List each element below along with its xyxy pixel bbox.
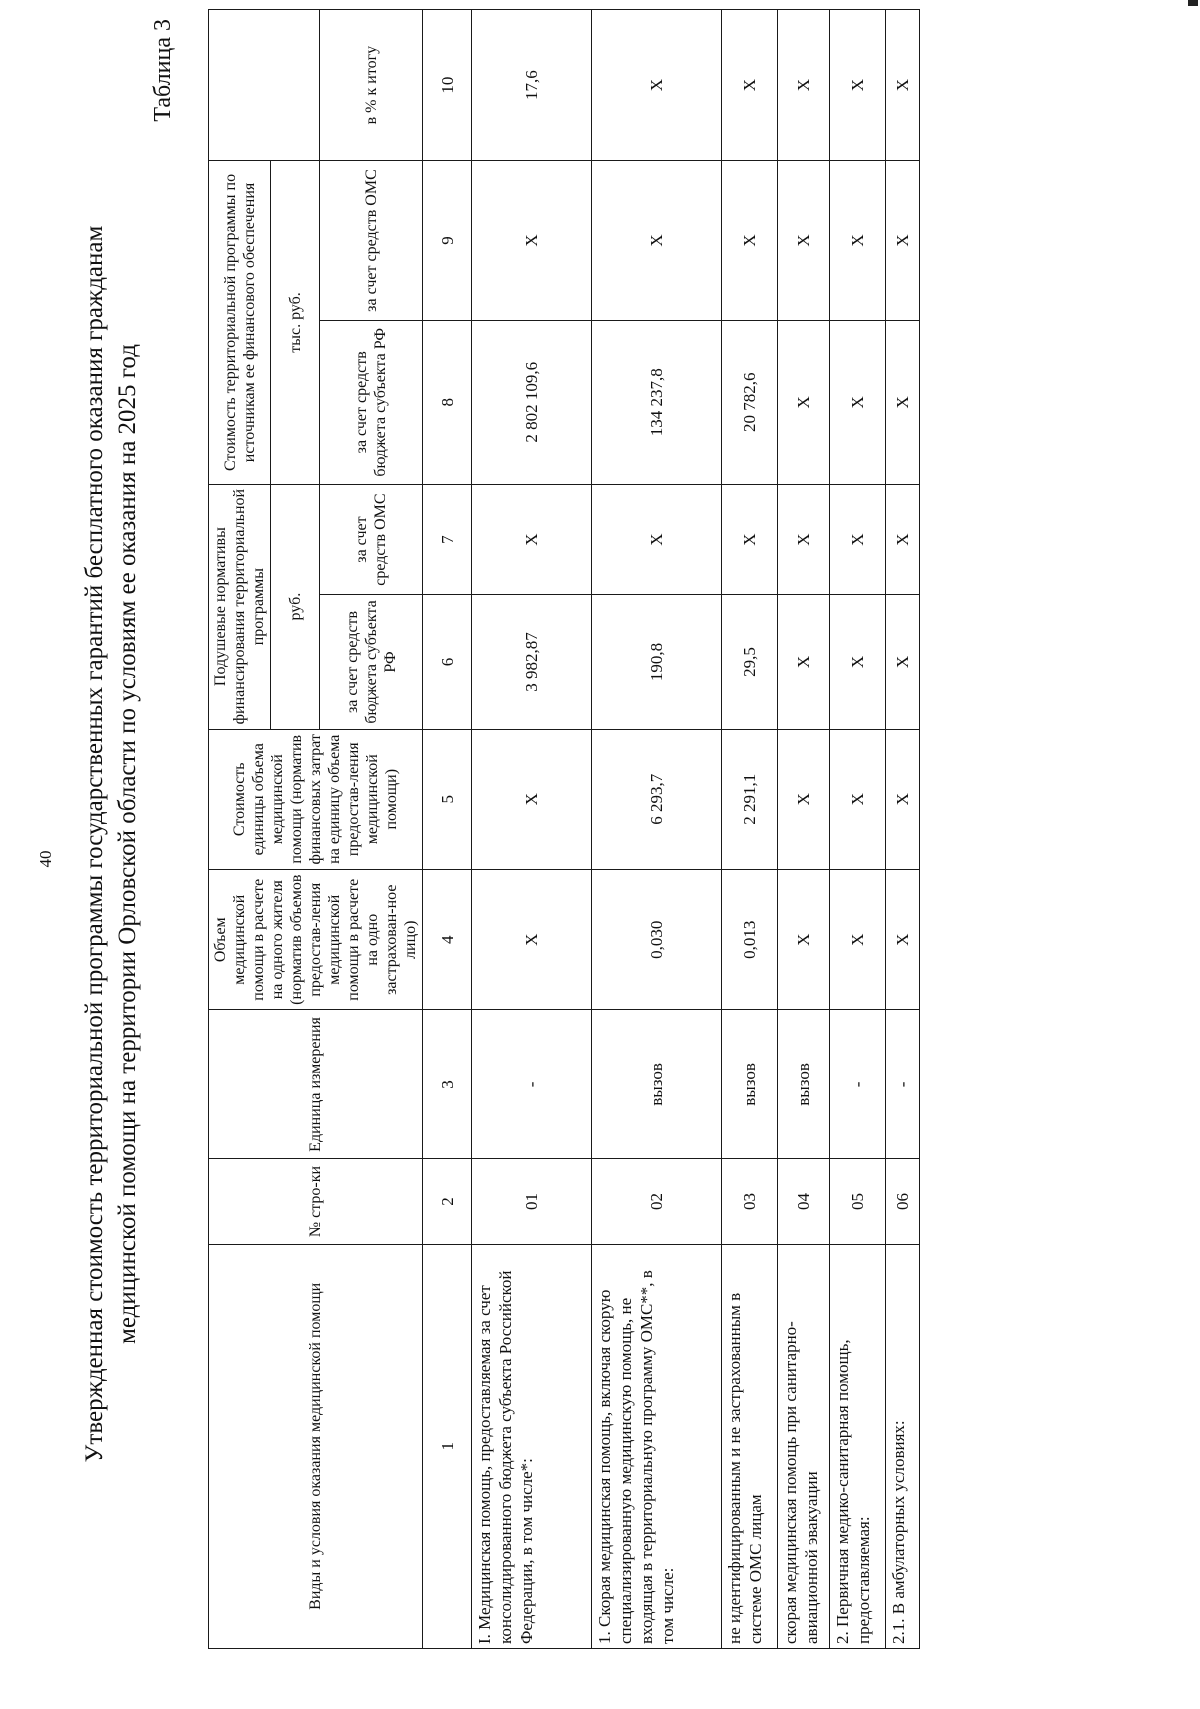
row-volume: X (830, 869, 886, 1009)
row-pc-budget: 3 982,87 (472, 595, 592, 729)
column-number: 3 (423, 1010, 472, 1159)
row-percent: X (592, 10, 722, 161)
row-name: 2.1. В амбулаторных условиях: (886, 1244, 920, 1648)
row-unit: - (472, 1010, 592, 1159)
page-number: 40 (36, 850, 55, 868)
row-unit: - (886, 1010, 920, 1159)
row-percent: X (722, 10, 778, 161)
header-percent: в % к итогу (320, 10, 423, 161)
column-number: 10 (423, 10, 472, 161)
row-line: 03 (722, 1159, 778, 1244)
row-pc-oms: X (830, 484, 886, 595)
row-volume: X (886, 869, 920, 1009)
table-caption: Таблица 3 (150, 19, 176, 122)
row-cost-oms: X (778, 161, 830, 321)
row-pc-oms: X (886, 484, 920, 595)
header-program-cost-group: Стоимость территориальной программы по источникам ее финансового обеспечения (209, 161, 271, 485)
row-pc-budget: X (886, 595, 920, 729)
header-row-1 (209, 10, 271, 1649)
table-row (592, 10, 722, 1649)
row-cost-budget: 2 802 109,6 (472, 320, 592, 484)
row-cost-budget: 134 237,8 (592, 320, 722, 484)
column-number: 8 (423, 320, 472, 484)
row-pc-budget: 190,8 (592, 595, 722, 729)
header-empty-percent-top (209, 10, 320, 161)
row-cost-oms: X (722, 161, 778, 321)
header-volume: Объем медицинской помощи в расчете на одного жителя (норматив объемов предостав-ления медицинской помощи в расчете на одно застрахован-ное лицо) (209, 869, 423, 1009)
row-unit: - (830, 1010, 886, 1159)
header-unit-thous-rub-visible: тыс. руб. (271, 161, 320, 485)
row-pc-oms: X (778, 484, 830, 595)
row-name: I. Медицинская помощь, предоставляемая за счет консолидированного бюджета субъекта Российской Федерации, в том числе*: (472, 1244, 592, 1648)
row-name: 1. Скорая медицинская помощь, включая скорую специализированную медицинскую помощь, не входящая в территориальную программу ОМС**, в том числе: (592, 1244, 722, 1648)
row-unit-cost: X (830, 729, 886, 869)
header-per-capita-group: Подушевые нормативы финансирования территориальной программы (209, 484, 271, 729)
row-pc-oms: X (592, 484, 722, 595)
row-line: 04 (778, 1159, 830, 1244)
row-pc-budget: X (778, 595, 830, 729)
row-cost-oms: X (472, 161, 592, 321)
header-pc-budget: за счет средств бюджета субъекта РФ (320, 595, 423, 729)
row-cost-budget: X (886, 320, 920, 484)
row-unit: вызов (722, 1010, 778, 1159)
table-row (472, 10, 592, 1649)
row-cost-oms: X (830, 161, 886, 321)
column-number: 2 (423, 1159, 472, 1244)
row-volume: 0,030 (592, 869, 722, 1009)
row-percent: X (886, 10, 920, 161)
column-number: 1 (423, 1244, 472, 1648)
header-unit-rub: руб. (271, 484, 320, 729)
column-number: 9 (423, 161, 472, 321)
row-cost-budget: 20 782,6 (722, 320, 778, 484)
row-cost-budget: X (830, 320, 886, 484)
row-line: 05 (830, 1159, 886, 1244)
table-row (722, 10, 778, 1649)
row-unit-cost: 6 293,7 (592, 729, 722, 869)
row-unit-cost: 2 291,1 (722, 729, 778, 869)
row-percent: 17,6 (472, 10, 592, 161)
column-number: 4 (423, 869, 472, 1009)
header-cost-budget: за счет средств бюджета субъекта РФ (320, 320, 423, 484)
column-number-row (423, 10, 472, 1649)
row-name: не идентифицированным и не застрахованным в системе ОМС лицам (722, 1244, 778, 1648)
column-number: 5 (423, 729, 472, 869)
row-cost-budget: X (778, 320, 830, 484)
header-types-of-care: Виды и условия оказания медицинской помощи (209, 1244, 423, 1648)
header-unit-cost: Стоимость единицы объема медицинской помощи (норматив финансовых затрат на единицу объема предостав-ления медицинской помощи) (209, 729, 423, 869)
row-cost-oms: X (886, 161, 920, 321)
title-line-2: медицинской помощи на территории Орловской области по условиям ее оказания на 2025 год (114, 344, 141, 1344)
document-title (78, 89, 144, 1599)
cost-table (208, 9, 920, 1649)
row-line: 02 (592, 1159, 722, 1244)
table-row (830, 10, 886, 1649)
row-unit-cost: X (886, 729, 920, 869)
table-row (886, 10, 920, 1649)
row-line: 06 (886, 1159, 920, 1244)
row-unit: вызов (592, 1010, 722, 1159)
row-cost-oms: X (592, 161, 722, 321)
row-unit-cost: X (472, 729, 592, 869)
row-unit-cost: X (778, 729, 830, 869)
row-volume: X (472, 869, 592, 1009)
row-volume: X (778, 869, 830, 1009)
header-unit: Единица измерения (209, 1010, 423, 1159)
column-number: 6 (423, 595, 472, 729)
row-volume: 0,013 (722, 869, 778, 1009)
row-percent: X (778, 10, 830, 161)
row-unit: вызов (778, 1010, 830, 1159)
header-cost-oms: за счет средств ОМС (320, 161, 423, 321)
header-pc-oms: за счет средств ОМС (320, 484, 423, 595)
header-line-number: № стро-ки (209, 1159, 423, 1244)
row-percent: X (830, 10, 886, 161)
row-pc-oms: X (722, 484, 778, 595)
title-line-1: Утвержденная стоимость территориальной программы государственных гарантий бесплатного оказания гражданам (81, 225, 108, 1463)
row-name: скорая медицинская помощь при санитарно-авиационной эвакуации (778, 1244, 830, 1648)
row-pc-budget: X (830, 595, 886, 729)
column-number: 7 (423, 484, 472, 595)
row-pc-oms: X (472, 484, 592, 595)
table-row (778, 10, 830, 1649)
row-line: 01 (472, 1159, 592, 1244)
row-pc-budget: 29,5 (722, 595, 778, 729)
row-name: 2. Первичная медико-санитарная помощь, предоставляемая: (830, 1244, 886, 1648)
